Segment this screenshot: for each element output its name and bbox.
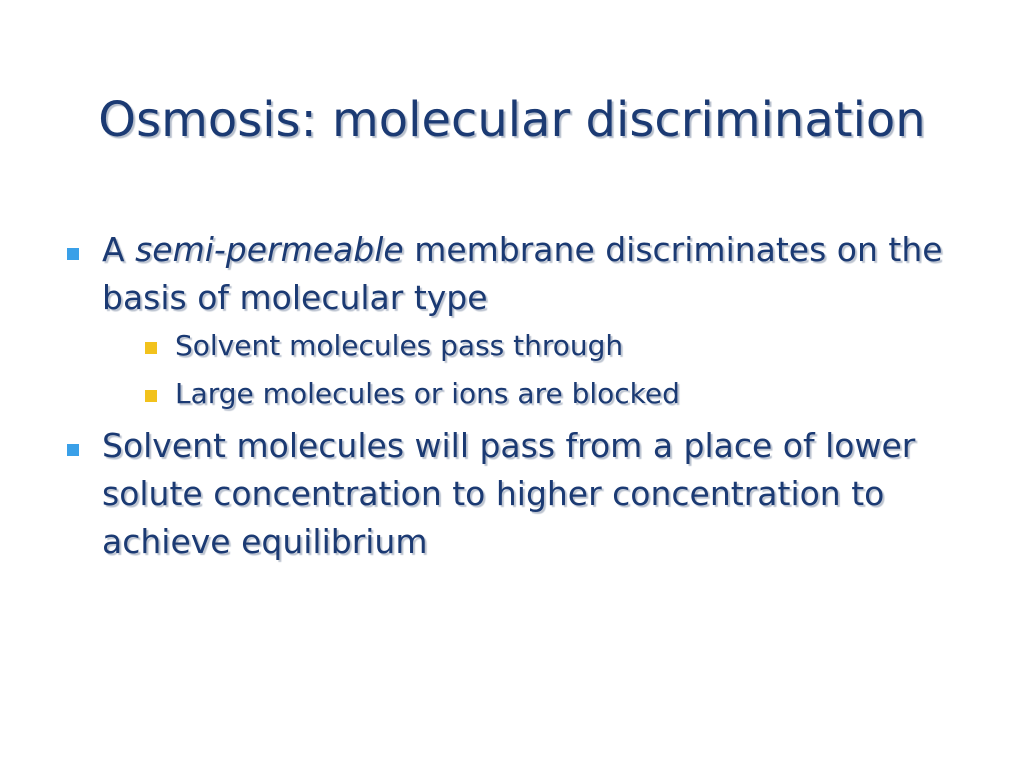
bullet-text-emphasis: semi-permeable (135, 230, 404, 269)
bullet-text-rest: membrane discriminates on the basis of molecular type (102, 230, 943, 317)
square-bullet-icon (145, 342, 157, 354)
sub-bullet-text: Solvent molecules pass through (175, 329, 624, 362)
sub-bullet-item (145, 322, 982, 370)
square-bullet-icon (67, 444, 79, 456)
bullet-text: Solvent molecules will pass from a place of lower solute concentration to higher concentration to achieve equilibrium (102, 426, 916, 561)
slide-title: Osmosis: molecular discrimination (98, 92, 926, 148)
square-bullet-icon (67, 248, 79, 260)
sub-bullet-text: Large molecules or ions are blocked (175, 377, 680, 410)
bullet-item (62, 226, 982, 322)
slide-body (62, 226, 982, 566)
bullet-item (62, 422, 982, 566)
bullet-text-prefix: A (102, 230, 136, 269)
square-bullet-icon (145, 390, 157, 402)
sub-bullet-item (145, 370, 982, 418)
